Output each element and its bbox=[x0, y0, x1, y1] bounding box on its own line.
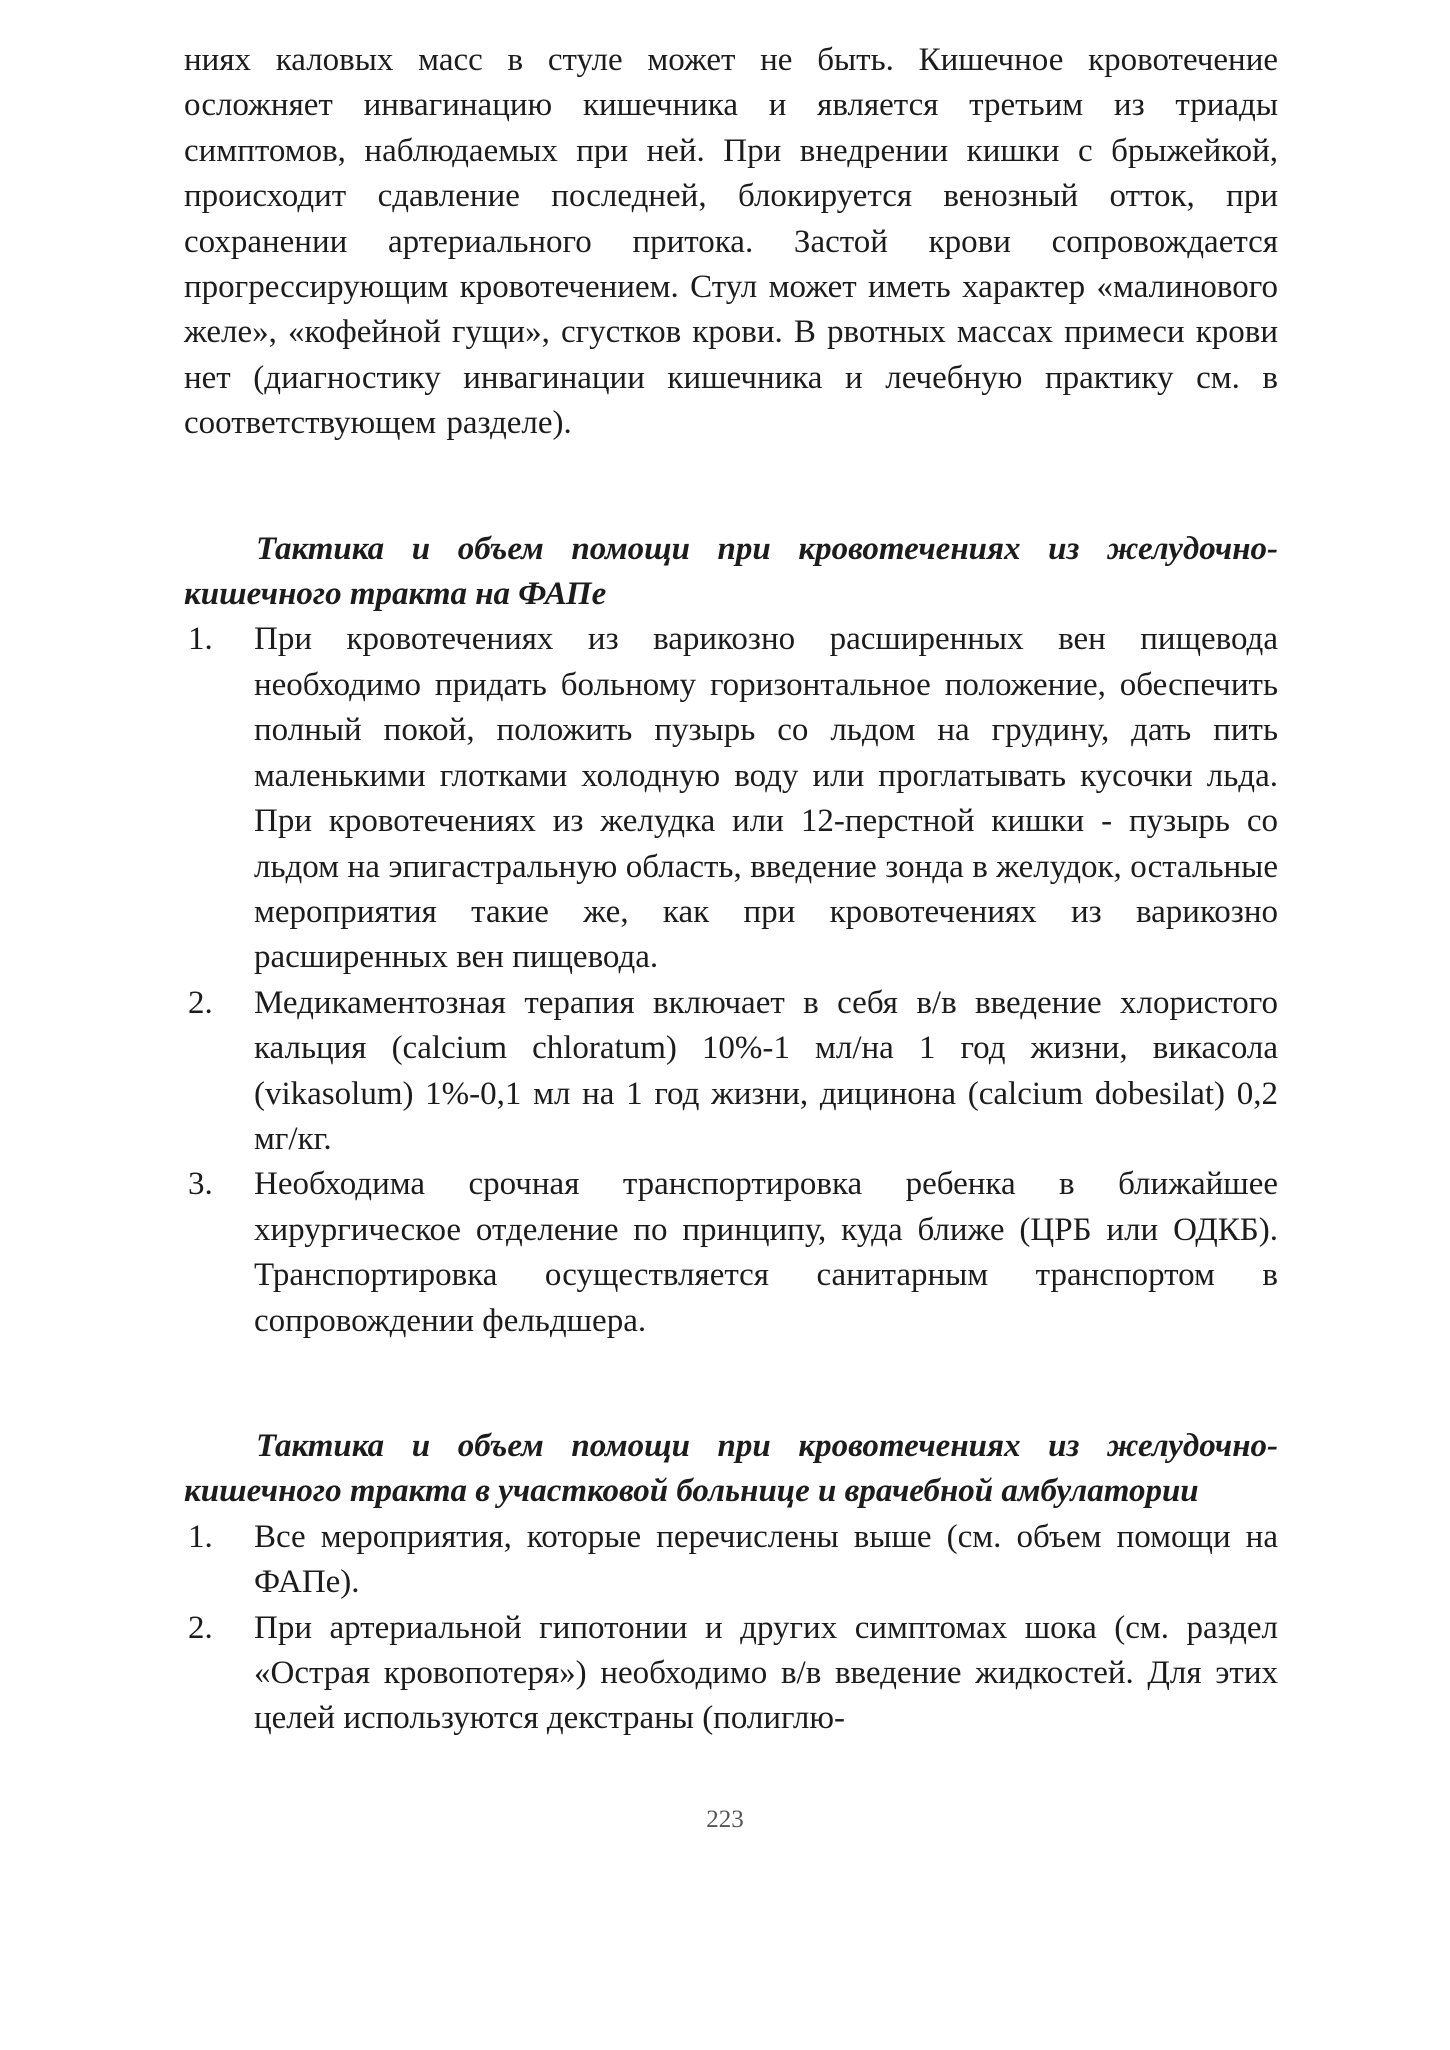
section-heading-hospital-text: Тактика и объем помощи при кровотечениях из желудочно-кишечного тракта в участковой больнице и врачебной амбулатории bbox=[184, 1427, 1278, 1510]
list-item-text: При артериальной гипотонии и других симптомах шока (см. раздел «Острая кровопотеря») необходимо в/в введение жидкостей. Для этих целей используются декстраны (полиглю- bbox=[254, 1609, 1278, 1737]
fap-measures-list bbox=[184, 617, 1278, 1344]
list-item bbox=[184, 1515, 1278, 1606]
intro-paragraph: ниях каловых масс в стуле может не быть. Кишечное кровотечение осложняет инвагинацию кишечника и является третьим из триады симптомов, наблюдаемых при ней. При внедрении кишки с брыжейкой, происходит сдавление последней, блокируется венозный отток, при сохранении артериального притока. Застой крови сопровождается прогрессирующим кровотечением. Стул может иметь характер «малинового желе», «кофейной гущи», сгустков крови. В рвотных массах примеси крови нет (диагностику инвагинации кишечника и лечебную практику см. в соответствующем разделе). bbox=[184, 42, 1278, 442]
list-item bbox=[184, 617, 1278, 980]
list-item-text: Все мероприятия, которые перечислены выше (см. объем помощи на ФАПе). bbox=[254, 1518, 1278, 1601]
list-item-text: При кровотечениях из варикозно расширенных вен пищевода необходимо придать больному горизонтальное положение, обеспечить полный покой, положить пузырь со льдом на грудину, дать пить маленькими глотками холодную воду или проглатывать кусочки льда. При кровотечениях из желудка или 12-перстной кишки - пузырь со льдом на эпигастральную область, введение зонда в желудок, остальные мероприятия такие же, как при кровотечениях из варикозно расширенных вен пищевода. bbox=[254, 621, 1278, 976]
list-item-number: 1. bbox=[188, 621, 213, 658]
section-heading-hospital bbox=[184, 1424, 1278, 1515]
document-page bbox=[184, 38, 1278, 1742]
list-item-text: Необходима срочная транспортировка ребенка в ближайшее хирургическое отделение по принципу, куда ближе (ЦРБ или ОДКБ). Транспортировка осуществляется санитарным транспортом в сопровождении фельдшера. bbox=[254, 1166, 1278, 1339]
list-item-number: 2. bbox=[188, 984, 213, 1021]
hospital-measures-list bbox=[184, 1515, 1278, 1742]
list-item-text: Медикаментозная терапия включает в себя в/в введение хлористого кальция (calcium chloratum) 10%-1 мл/на 1 год жизни, викасола (vikasolum) 1%-0,1 мл на 1 год жизни, дицинона (calcium dobesilat) 0,2 мг/кг. bbox=[254, 984, 1278, 1157]
list-item bbox=[184, 1162, 1278, 1344]
list-item-number: 2. bbox=[188, 1609, 213, 1646]
list-item bbox=[184, 981, 1278, 1163]
list-item-number: 3. bbox=[188, 1166, 213, 1203]
section-heading-fap-text: Тактика и объем помощи при кровотечениях из желудочно-кишечного тракта на ФАПе bbox=[184, 530, 1278, 613]
list-item-number: 1. bbox=[188, 1518, 213, 1555]
section-heading-fap bbox=[184, 527, 1278, 618]
page-number: 223 bbox=[706, 1806, 744, 1833]
list-item bbox=[184, 1606, 1278, 1742]
